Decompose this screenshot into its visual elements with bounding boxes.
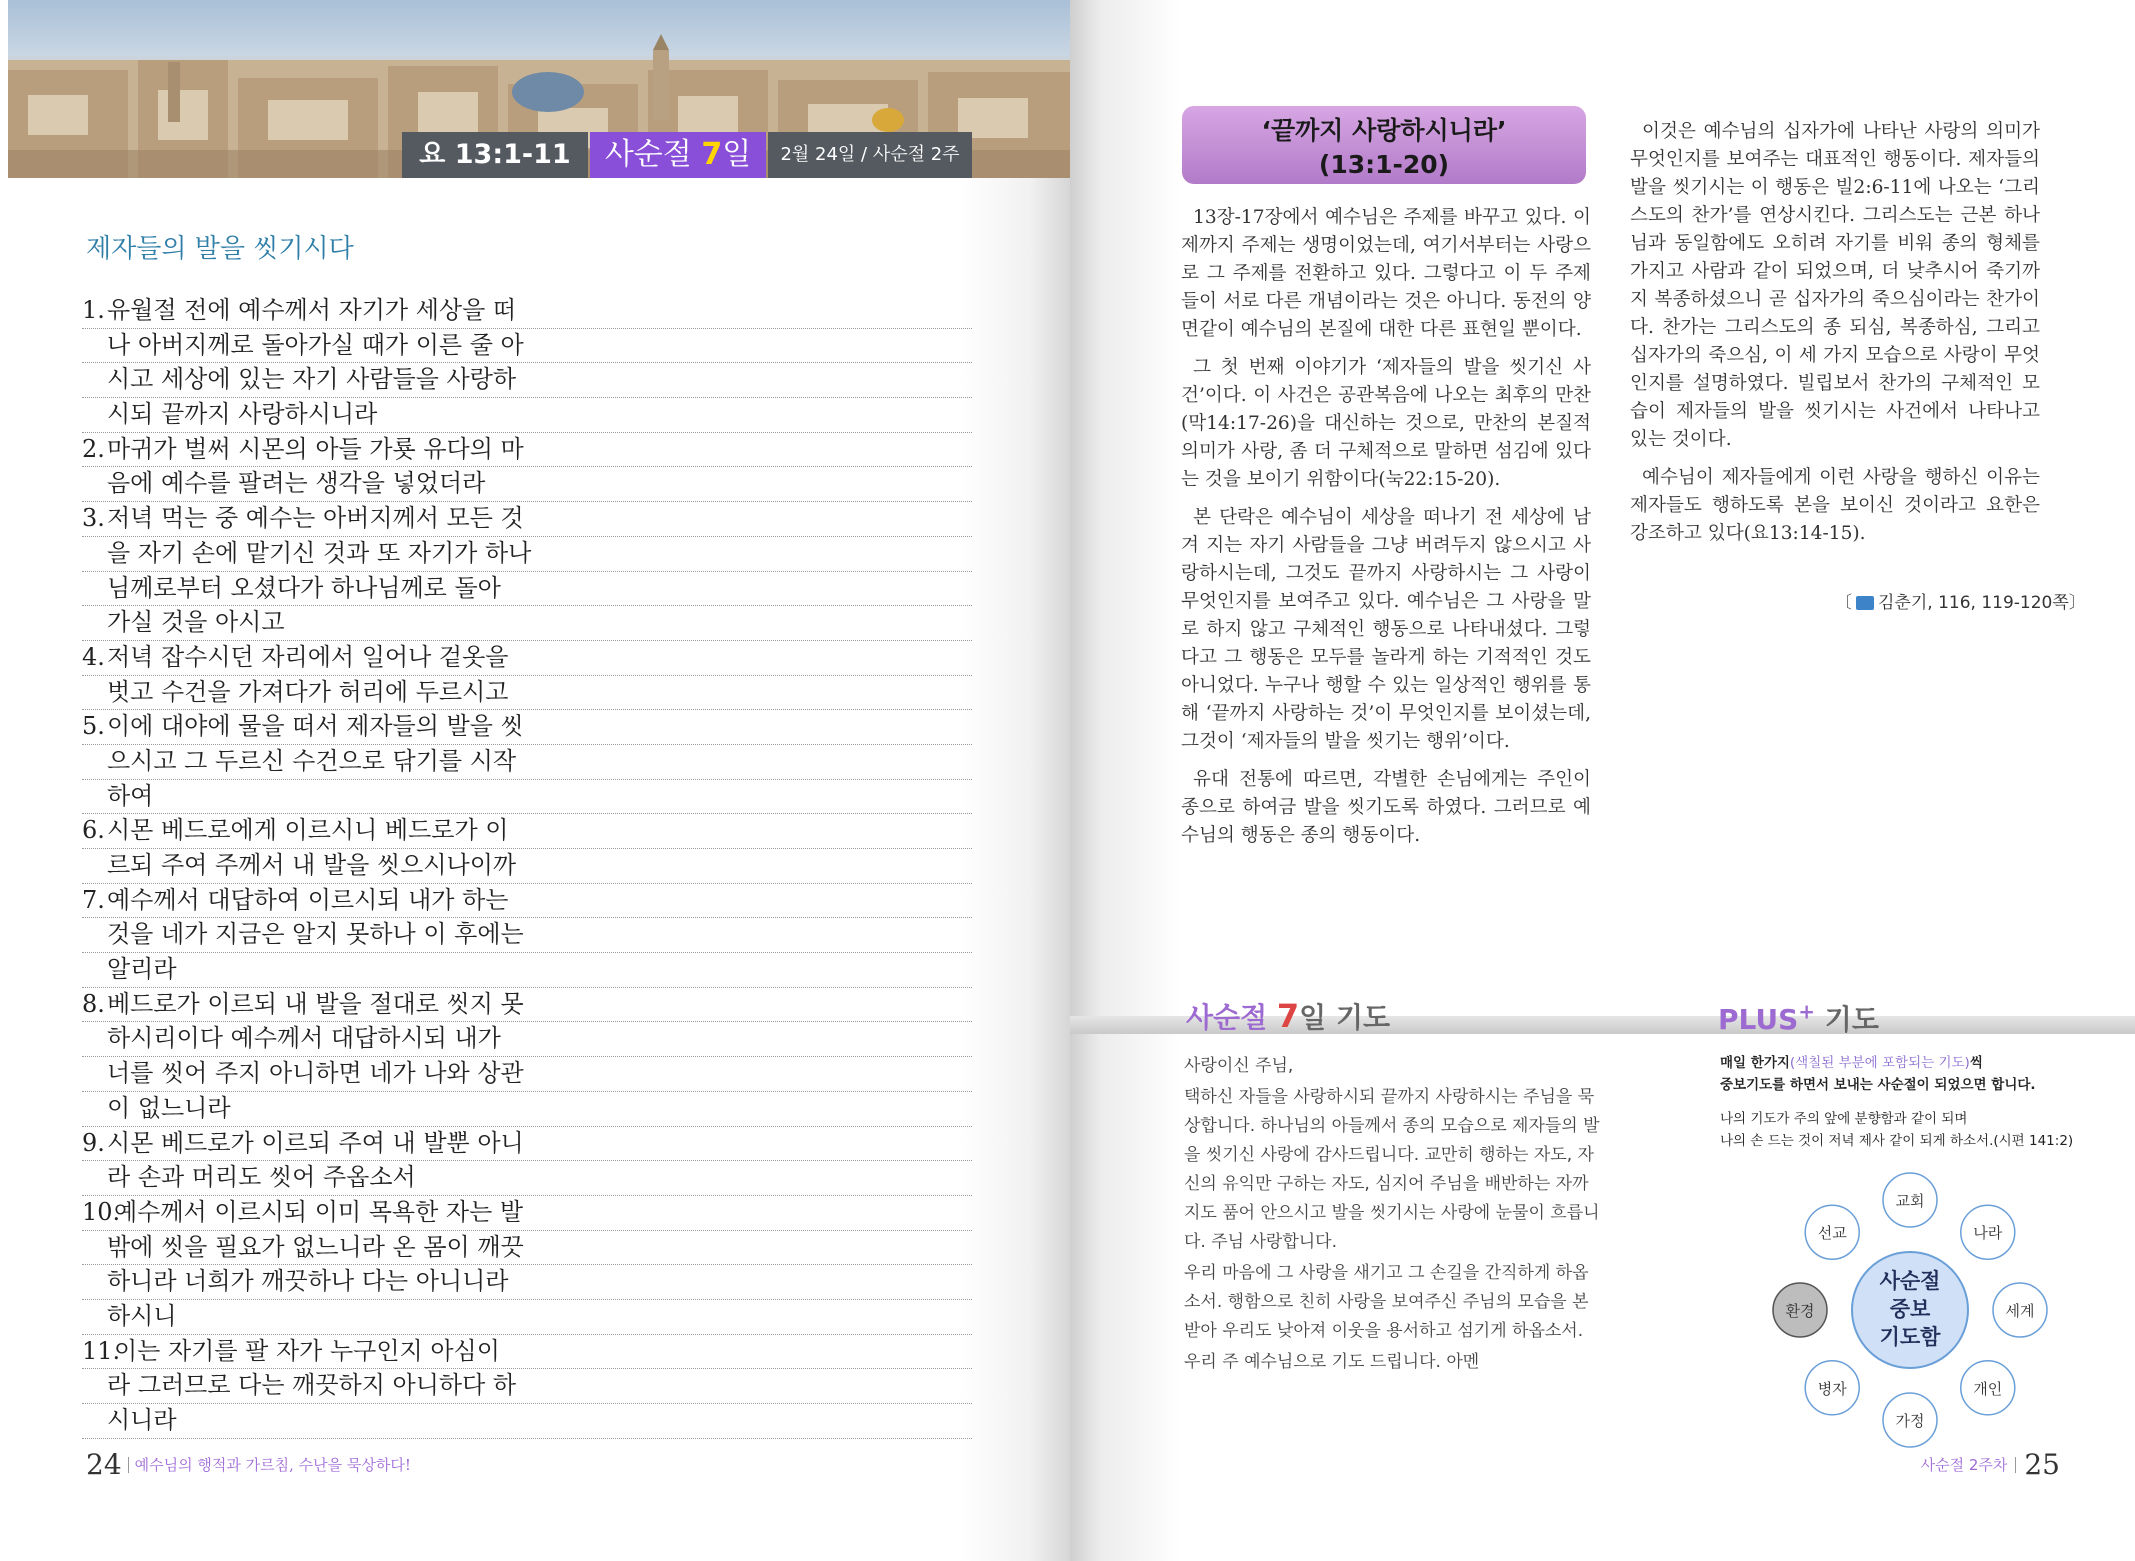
commentary-title: ‘끝까지 사랑하시니라’: [1261, 116, 1507, 145]
citation-close: 〕: [2068, 593, 2086, 613]
verse-text: 가실 것을 아시고: [107, 608, 285, 637]
verse-line: [82, 849, 972, 884]
prayer-paragraph: 우리 마음에 그 사랑을 새기고 그 손길을 간직하게 하옵소서. 행함으로 친히 사랑을 보여주신 주님의 모습을 본받아 우리도 낮아져 이웃을 용서하고 섬기게 하옵소서.: [1184, 1263, 1589, 1341]
plus-instruction: [1720, 1052, 2120, 1096]
prayer-topic-label: 개인: [1973, 1379, 2003, 1398]
verse-line: [82, 467, 972, 502]
psalm-line-2: 나의 손 드는 것이 저녁 제사 같이 되게 하소서.(시편 141:2): [1720, 1133, 2074, 1149]
diagram-center-label: 사순절: [1879, 1269, 1941, 1293]
verse-text: 것을 네가 지금은 알지 못하나 이 후에는: [107, 920, 524, 949]
date-box: [768, 132, 972, 178]
scripture-reference: 요 13:1-11: [419, 139, 571, 170]
prayer-topic-label: 세계: [2005, 1302, 2035, 1320]
verse-line: [82, 884, 972, 919]
verse-text: 나 아버지께로 돌아가실 때가 이른 줄 아: [107, 330, 524, 359]
verse-text: 이 없느니라: [107, 1093, 231, 1122]
plus-heading-main: PLUS: [1718, 1003, 1799, 1036]
verse-text: 시되 끝까지 사랑하시니라: [107, 400, 378, 429]
verse-text: 을 자기 손에 맡기신 것과 또 자기가 하나: [107, 538, 532, 567]
scripture-reference-box: [402, 132, 588, 178]
prayer-paragraph: 사랑이신 주님,: [1184, 1056, 1294, 1076]
verse-number: 10.: [82, 1197, 121, 1226]
verse-line: [82, 1300, 972, 1335]
verse-line: [82, 780, 972, 815]
verse-line: [82, 537, 972, 572]
verse-text: 저녁 먹는 중 예수는 아버지께서 모든 것: [107, 504, 524, 533]
verse-text: 시몬 베드로가 이르되 주여 내 발뿐 아니: [107, 1128, 524, 1157]
verse-number: 4.: [82, 642, 105, 671]
lent-day-suffix: 일: [722, 137, 752, 172]
commentary-paragraph: 본 단락은 예수님이 세상을 떠나기 전 세상에 남겨 지는 자기 사람들을 그냥 버려두지 않으시고 사랑하시는데, 그것도 끝까지 사랑하시는 그 사랑이 무엇인지를 보여주고 있다. 예수님은 그 사랑을 말로 하지 않고 구체적인 행동으로 나타내셨다. 그렇다고 그 행동은 모두를 놀라게 하는 기적적인 것도 아니었다. 누구나 행할 수 있는 일상적인 행위를 통해 ‘끝까지 사랑하는 것’이 무엇인지를 보이셨는데, 그것이 ‘제자들의 발을 씻기는 행위’이다.: [1181, 507, 1591, 752]
prayer-topic-label: 나라: [1973, 1224, 2003, 1243]
verse-text: 하시니: [107, 1301, 177, 1330]
verse-line: [82, 572, 972, 607]
verse-text: 라 그러므로 다는 깨끗하지 아니하다 하: [107, 1371, 517, 1400]
verse-line: [82, 1057, 972, 1092]
verse-line: [82, 1196, 972, 1231]
citation-open: 〔: [1835, 593, 1852, 613]
verse-text: 음에 예수를 팔려는 생각을 넣었더라: [107, 469, 486, 498]
prayer-paragraph: 우리 주 예수님으로 기도 드립니다. 아멘: [1184, 1352, 1480, 1372]
footer-divider: [2015, 1457, 2016, 1473]
footer-divider: [128, 1457, 129, 1473]
commentary-paragraph: 그 첫 번째 이야기가 ‘제자들의 발을 씻기신 사건’이다. 이 사건은 공관복음에 나오는 최후의 만찬(막14:17-26)을 대신하는 것으로, 만찬의 본질적 의미가 사랑, 좀 더 구체적으로 말하면 섬김에 있다는 것을 보이기 위함이다(눅22:15-20).: [1181, 357, 1591, 490]
prayer-heading: [1186, 996, 1390, 1036]
verse-text: 시몬 베드로에게 이르시니 베드로가 이: [107, 816, 509, 845]
verse-text: 하여: [107, 781, 154, 810]
verse-text: 마귀가 벌써 시몬의 아들 가룟 유다의 마: [107, 434, 524, 463]
verse-line: [82, 814, 972, 849]
verse-text: 하시리이다 예수께서 대답하시되 내가: [107, 1024, 501, 1053]
prayer-paragraph: 택하신 자들을 사랑하시되 끝까지 사랑하시는 주님을 묵상합니다. 하나님의 아들께서 종의 모습으로 제자들의 발을 씻기신 사랑에 감사드립니다. 교만히 행하는 자도, 자신의 유익만 구하는 자도, 심지어 주님을 배반하는 자까지도 품어 안으시고 발을 씻기시는 사랑에 눈물이 흐릅니다. 주님 사랑합니다.: [1184, 1087, 1600, 1252]
verse-text: 르되 주여 주께서 내 발을 씻으시나이까: [107, 851, 517, 879]
verse-line: [82, 1022, 972, 1057]
verse-text: 유월절 전에 예수께서 자기가 세상을 떠: [107, 296, 517, 324]
left-footer: [86, 1448, 411, 1481]
verse-line: [82, 988, 972, 1023]
daily-prayer: [1184, 1052, 1604, 1379]
right-footer: [1720, 1448, 2060, 1481]
verse-number: 11.: [82, 1336, 121, 1365]
verse-line: [82, 606, 972, 641]
psalm-line-1: 나의 기도가 주의 앞에 분향함과 같이 되며: [1720, 1111, 1968, 1127]
commentary-paragraph: 유대 전통에 따르면, 각별한 손님에게는 주인이 종으로 하여금 발을 씻기도록 하였다. 그러므로 예수님의 행동은 종의 행동이다.: [1181, 769, 1591, 846]
prayer-topic-label: 환경: [1785, 1302, 1815, 1320]
plus-heading-suffix: 기도: [1815, 1003, 1879, 1036]
verse-line: [82, 918, 972, 953]
prayer-topic-label: 병자: [1817, 1379, 1847, 1398]
commentary-paragraph: 13장-17장에서 예수님은 주제를 바꾸고 있다. 이제까지 주제는 생명이었는데, 여기서부터는 사랑으로 그 주제를 전환하고 있다. 그렇다고 이 두 주제들이 서로 다른 개념이라는 것은 아니다. 동전의 양면같이 예수님의 본질에 대한 다른 표현일 뿐이다.: [1181, 207, 1591, 340]
lent-day-number: 7: [701, 137, 723, 172]
plus-psalm: [1720, 1108, 2120, 1152]
verse-number: 9.: [82, 1128, 105, 1157]
verse-line: [82, 1127, 972, 1162]
verse-text: 벗고 수건을 가져다가 허리에 두르시고: [107, 677, 509, 706]
verse-text: 너를 씻어 주지 아니하면 네가 나와 상관: [107, 1059, 524, 1088]
verse-number: 8.: [82, 989, 105, 1018]
verse-line: [82, 1161, 972, 1196]
verse-line: [82, 502, 972, 537]
plus-prayer-text: [1720, 1052, 2120, 1164]
verse-line: [82, 1369, 972, 1404]
verse-text: 베드로가 이르되 내 발을 절대로 씻지 못: [107, 989, 524, 1018]
verse-number: 1.: [82, 296, 105, 324]
verse-text: 예수께서 이르시되 이미 목욕한 자는 발: [114, 1197, 524, 1226]
commentary-column-1: [1181, 204, 1591, 860]
verse-text: 이에 대야에 물을 떠서 제자들의 발을 씻: [107, 712, 524, 741]
prayer-topic-label: 선교: [1817, 1224, 1847, 1243]
verse-line: [82, 710, 972, 745]
verse-text: 라 손과 머리도 씻어 주옵소서: [107, 1163, 416, 1192]
verse-number: 3.: [82, 504, 105, 533]
verse-text: 시고 세상에 있는 자기 사람들을 사랑하: [107, 365, 517, 394]
verse-text: 으시고 그 두르신 수건으로 닦기를 시작: [107, 746, 517, 775]
commentary-column-2: [1630, 118, 2040, 558]
verse-text: 밖에 씻을 필요가 없느니라 온 몸이 깨끗: [107, 1232, 524, 1261]
verse-line: [82, 433, 972, 468]
citation: [1835, 588, 2086, 613]
verse-number: 7.: [82, 885, 105, 914]
page-number-right: 25: [2024, 1448, 2060, 1481]
citation-text: 김춘기, 116, 119-120쪽: [1878, 593, 2069, 613]
intercession-diagram: [1720, 1160, 2100, 1470]
right-page: [1070, 0, 2135, 1561]
plus-instruction-c: 씩: [1969, 1055, 1983, 1071]
verse-line: [82, 1404, 972, 1439]
verse-number: 2.: [82, 434, 105, 463]
prayer-heading-prefix: 사순절: [1186, 1001, 1277, 1034]
scripture-verses: [82, 294, 972, 1439]
prayer-topic-label: 가정: [1895, 1412, 1925, 1430]
verse-text: 저녁 잡수시던 자리에서 일어나 겉옷을: [107, 642, 509, 671]
commentary-paragraph: 예수님이 제자들에게 이런 사랑을 행하신 이유는 제자들도 행하도록 본을 보이신 것이라고 요한은 강조하고 있다(요13:14-15).: [1630, 467, 2040, 544]
verse-line: [82, 1231, 972, 1266]
prayer-heading-suffix: 일 기도: [1299, 1001, 1391, 1034]
verse-line: [82, 745, 972, 780]
verse-text: 님께로부터 오셨다가 하나님께로 돌아: [107, 573, 501, 602]
date-text: 2월 24일 / 사순절 2주: [780, 144, 960, 165]
plus-instruction-line2: 중보기도를 하면서 보내는 사순절이 되었으면 합니다.: [1720, 1077, 2036, 1093]
verse-text: 시니라: [107, 1406, 177, 1434]
plus-instruction-a: 매일 한가지: [1720, 1055, 1790, 1071]
verse-line: [82, 641, 972, 676]
verse-number: 6.: [82, 816, 105, 845]
diagram-center-label: 기도함: [1879, 1325, 1941, 1349]
page-number-left: 24: [86, 1448, 122, 1481]
week-footer: 사순절 2주차: [1920, 1456, 2008, 1474]
book-icon: [1856, 596, 1874, 610]
verse-text: 예수께서 대답하여 이르시되 내가 하는: [107, 885, 509, 914]
passage-subtitle: 제자들의 발을 씻기시다: [86, 234, 354, 264]
verse-line: [82, 294, 972, 329]
lent-day-prefix: 사순절: [604, 137, 702, 172]
verse-line: [82, 398, 972, 433]
verse-line: [82, 1265, 972, 1300]
diagram-center-label: 중보: [1889, 1297, 1931, 1321]
verse-line: [82, 363, 972, 398]
plus-instruction-note: (색칠된 부분에 포함되는 기도): [1789, 1055, 1970, 1071]
plus-prayer-heading: [1718, 998, 1879, 1038]
commentary-paragraph: 이것은 예수님의 십자가에 나타난 사랑의 의미가 무엇인지를 보여주는 대표적인 행동이다. 제자들의 발을 씻기시는 이 행동은 빌2:6-11에 나오는 ‘그리스도의 찬가’를 연상시킨다. 그리스도는 근본 하나님과 동일함에도 오히려 자기를 비워 종의 형체를 가지고 사람과 같이 되었으며, 더 낮추시어 죽기까지 복종하셨으니 곧 십자가의 죽으심이라는 찬가이다. 찬가는 그리스도의 종 되심, 복종하심, 그리고 십자가의 죽으심, 이 세 가지 모습으로 사랑이 무엇인지를 설명하였다. 빌립보서 찬가의 구체적인 모습이 제자들의 발을 씻기시는 사건에서 나타나고 있는 것이다.: [1630, 121, 2040, 450]
verse-line: [82, 953, 972, 988]
prayer-heading-number: 7: [1276, 997, 1300, 1035]
verse-text: 알리라: [107, 955, 177, 984]
verse-line: [82, 676, 972, 711]
verse-number: 5.: [82, 712, 105, 741]
prayer-topic-label: 교회: [1895, 1192, 1925, 1210]
verse-line: [82, 329, 972, 364]
verse-text: 이는 자기를 팔 자가 누구인지 아심이: [114, 1336, 500, 1365]
commentary-title-box: [1182, 106, 1586, 184]
verse-line: [82, 1092, 972, 1127]
plus-heading-sup: +: [1798, 999, 1816, 1024]
lent-day-box: [590, 132, 766, 178]
verse-line: [82, 1335, 972, 1370]
commentary-title-range: (13:1-20): [1318, 150, 1450, 179]
verse-text: 하니라 너희가 깨끗하나 다는 아니니라: [107, 1267, 509, 1296]
book-title-footer: 예수님의 행적과 가르침, 수난을 묵상하다!: [134, 1456, 411, 1474]
